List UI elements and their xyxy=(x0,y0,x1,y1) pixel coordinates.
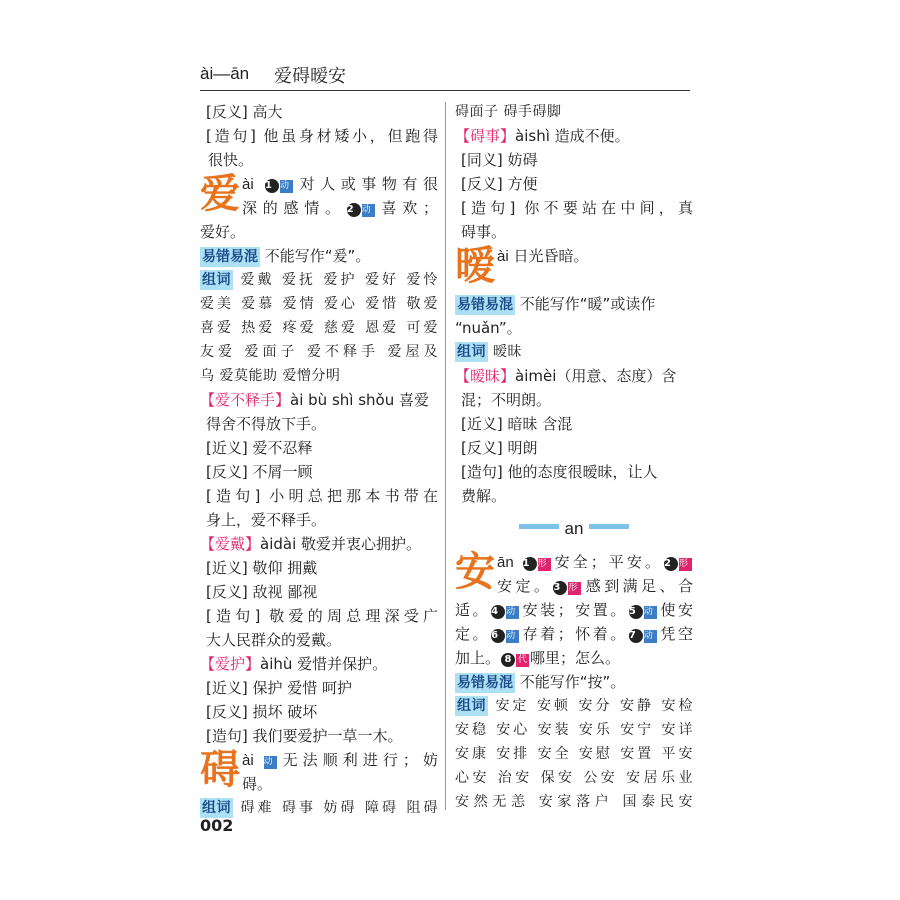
header-pinyin-range: ài—ān xyxy=(200,64,250,83)
synonym-line: [同义] 妨碍 xyxy=(461,151,538,169)
sense-number-icon: 2 xyxy=(347,203,361,217)
definition-text: 凭空 xyxy=(657,625,693,643)
word-label: 【碍事】 xyxy=(455,127,516,145)
word-list-line: 爱美 爱慕 爱情 爱心 爱惜 敬爱 xyxy=(200,296,438,312)
section-title: an xyxy=(564,519,584,538)
verb-tag-icon: 动 xyxy=(280,180,293,193)
word-list-line: 心安 治安 保安 公安 安居乐业 xyxy=(455,770,693,786)
word-list-line: 友爱 爱面子 爱不释手 爱屋及 xyxy=(200,344,438,360)
verb-tag-icon: 动 xyxy=(644,630,657,643)
example-sentence: [造句] 他的态度很暧昧，让人 xyxy=(461,463,658,481)
word-list-text: 碍难 碍事 妨碍 障碍 阻碍 xyxy=(240,800,438,816)
pronoun-tag-icon: 代 xyxy=(518,655,528,665)
antonym-line: [反义] 方便 xyxy=(461,175,538,193)
synonym-line: [近义] 保护 爱惜 呵护 xyxy=(206,679,353,697)
verb-tag-icon: 动 xyxy=(506,630,519,643)
definition-text: 对人或事物有很 xyxy=(294,175,438,193)
confusion-note xyxy=(200,244,438,268)
example-sentence-cont: 很快。 xyxy=(208,151,254,169)
word-list-label: 组词 xyxy=(457,344,486,360)
sense-number-icon: 4 xyxy=(491,605,505,619)
synonym-line: [近义] 爱不忍释 xyxy=(206,439,313,457)
word-list-line xyxy=(455,694,693,718)
headword-an: 安 xyxy=(455,548,495,595)
idiom-label: 【爱不释手】 xyxy=(200,391,291,409)
definition-line-4 xyxy=(455,622,693,646)
antonym-line: [反义] 明朗 xyxy=(461,439,538,457)
synonym-line: [近义] 暗昧 含混 xyxy=(461,415,573,433)
word-definition: àihù 爱惜并保护。 xyxy=(260,655,388,673)
definition-text: 哪里；怎么。 xyxy=(530,649,621,667)
confusion-label: 易错易混 xyxy=(457,297,513,313)
word-list-line xyxy=(200,796,438,820)
confusion-label: 易错易混 xyxy=(457,675,513,691)
definition-text: 喜欢； xyxy=(375,199,438,217)
definition-text: 无法顺利进行；妨 xyxy=(277,751,438,769)
sense-number-icon: 5 xyxy=(629,605,643,619)
page-number: 002 xyxy=(200,816,234,835)
right-column xyxy=(455,100,693,814)
definition-line-1 xyxy=(200,748,438,772)
entry-ai-love xyxy=(200,172,438,220)
confusion-text: 不能写作“爰”。 xyxy=(264,247,371,265)
word-label: 【爱戴】 xyxy=(200,535,261,553)
word-label: 【暧昧】 xyxy=(455,367,516,385)
definition-line-3 xyxy=(455,598,693,622)
word-list-line: 安稳 安心 安装 安乐 安宁 安详 xyxy=(455,722,693,738)
example-sentence: [造句] 小明总把那本书带在 xyxy=(206,487,438,505)
word-entry-ai-hu xyxy=(200,652,438,676)
headword-pinyin: ài xyxy=(497,248,509,265)
idiom-entry-ai-bu-shi-shou xyxy=(200,388,438,412)
word-list-line: 喜爱 热爱 疼爱 慈爱 恩爱 可爱 xyxy=(200,320,438,336)
entry-an xyxy=(455,550,693,598)
entry-ai-block xyxy=(200,748,438,796)
word-definition-cont: 混；不明朗。 xyxy=(461,391,552,409)
word-entry-ai-shi xyxy=(455,124,693,148)
adjective-tag-icon: 形 xyxy=(538,558,551,571)
definition-text: 定。 xyxy=(455,625,491,643)
definition-line-5 xyxy=(455,646,693,670)
column-divider xyxy=(445,102,446,810)
definition-line-2: 碍。 xyxy=(242,775,273,793)
entry-ai-dim xyxy=(455,244,693,292)
word-list-text: 爱戴 爱抚 爱护 爱好 爱怜 xyxy=(240,272,438,288)
sense-number-icon: 8 xyxy=(501,653,515,667)
sense-number-icon: 1 xyxy=(265,179,279,193)
confusion-note-cont: “nuǎn”。 xyxy=(455,319,522,337)
definition-line-1 xyxy=(200,172,438,196)
confusion-text: 不能写作“按”。 xyxy=(519,673,626,691)
definition-text: 适。 xyxy=(455,601,491,619)
confusion-text: 不能写作“暖”或读作 xyxy=(519,295,656,313)
headword-ai-block: 碍 xyxy=(200,746,240,793)
antonym-line: [反义] 损坏 破坏 xyxy=(206,703,318,721)
word-definition: àimèi（用意、态度）含 xyxy=(515,367,677,385)
word-list-line: 安康 安排 安全 安慰 安置 平安 xyxy=(455,746,693,762)
confusion-note xyxy=(455,292,693,316)
definition-line-2 xyxy=(455,574,693,598)
word-list-label: 组词 xyxy=(202,272,231,288)
verb-tag-icon: 动 xyxy=(264,756,277,769)
definition-text: 安全；平安。 xyxy=(551,553,663,571)
word-list-text: 暧昧 xyxy=(492,344,522,360)
word-list-label: 组词 xyxy=(202,800,231,816)
sense-number-icon: 1 xyxy=(523,557,537,571)
headword-pinyin: ài xyxy=(242,176,254,193)
example-sentence-cont: 身上，爱不释手。 xyxy=(206,511,327,529)
antonym-line: [反义] 高大 xyxy=(206,103,283,121)
antonym-line: [反义] 不屑一顾 xyxy=(206,463,313,481)
definition-line-1 xyxy=(455,244,693,268)
sense-number-icon: 3 xyxy=(553,581,567,595)
definition-text: 存着；怀着。 xyxy=(520,625,628,643)
word-list-line xyxy=(455,340,693,364)
example-sentence: [造句] 我们要爱护一草一木。 xyxy=(206,727,403,745)
definition-text: 深的感情。 xyxy=(242,199,346,217)
word-entry-ai-dai xyxy=(200,532,438,556)
antonym-line: [反义] 敌视 鄙视 xyxy=(206,583,318,601)
headword-ai-dim: 暧 xyxy=(455,242,495,289)
word-label: 【爱护】 xyxy=(200,655,261,673)
verb-tag-icon: 动 xyxy=(644,606,657,619)
definition-text: 使安 xyxy=(657,601,693,619)
word-list-text: 安定 安顿 安分 安静 安检 xyxy=(495,698,693,714)
word-entry-ai-mei xyxy=(455,364,693,388)
adjective-tag-icon: 形 xyxy=(679,558,692,571)
adjective-tag-icon: 形 xyxy=(568,582,581,595)
verb-tag-icon: 动 xyxy=(362,204,375,217)
definition-line-3: 爱好。 xyxy=(200,223,246,241)
idiom-definition: ài bù shì shǒu 喜爱 xyxy=(290,391,429,409)
sense-number-icon: 7 xyxy=(629,629,643,643)
section-bar-left xyxy=(519,524,559,529)
idiom-definition-cont: 得舍不得放下手。 xyxy=(206,415,327,433)
word-definition: àidài 敬爱并衷心拥护。 xyxy=(260,535,422,553)
headword-pinyin: ān xyxy=(497,554,514,571)
word-list-line xyxy=(200,268,438,292)
word-list-line: 碍面子 碍手碍脚 xyxy=(455,104,562,120)
example-sentence-cont: 大人民群众的爱戴。 xyxy=(206,631,342,649)
sense-number-icon: 2 xyxy=(664,557,678,571)
example-sentence-cont: 碍事。 xyxy=(461,223,507,241)
definition-text: 加上。 xyxy=(455,649,501,667)
definition-text: 日光昏暗。 xyxy=(513,247,589,265)
example-sentence: [造句] 敬爱的周总理深受广 xyxy=(206,607,438,625)
definition-text: 安装；安置。 xyxy=(520,601,628,619)
page-header xyxy=(200,62,690,91)
synonym-line: [近义] 敬仰 拥戴 xyxy=(206,559,318,577)
confusion-label: 易错易混 xyxy=(202,249,258,265)
headword-pinyin: ài xyxy=(242,752,254,769)
word-list-line: 安然无恙 安家落户 国泰民安 xyxy=(455,794,693,810)
word-list-line: 乌 爱莫能助 爱憎分明 xyxy=(200,368,341,384)
example-sentence: [造句] 你不要站在中间，真 xyxy=(461,199,693,217)
header-characters: 爱碍暧安 xyxy=(274,66,346,87)
example-sentence: [造句] 他虽身材矮小，但跑得 xyxy=(206,127,438,145)
confusion-note xyxy=(455,670,693,694)
word-list-label: 组词 xyxy=(457,698,486,714)
example-sentence-cont: 费解。 xyxy=(461,487,507,505)
verb-tag-icon: 动 xyxy=(506,606,519,619)
section-header-an xyxy=(455,514,693,544)
definition-text: 感到满足、合 xyxy=(582,577,693,595)
section-bar-right xyxy=(589,524,629,529)
headword-ai-love: 爱 xyxy=(200,170,240,217)
definition-line-1 xyxy=(455,550,693,574)
word-definition: àishì 造成不便。 xyxy=(515,127,630,145)
definition-line-2 xyxy=(200,196,438,220)
left-column xyxy=(200,100,438,820)
definition-text: 安定。 xyxy=(497,577,553,595)
sense-number-icon: 6 xyxy=(491,629,505,643)
